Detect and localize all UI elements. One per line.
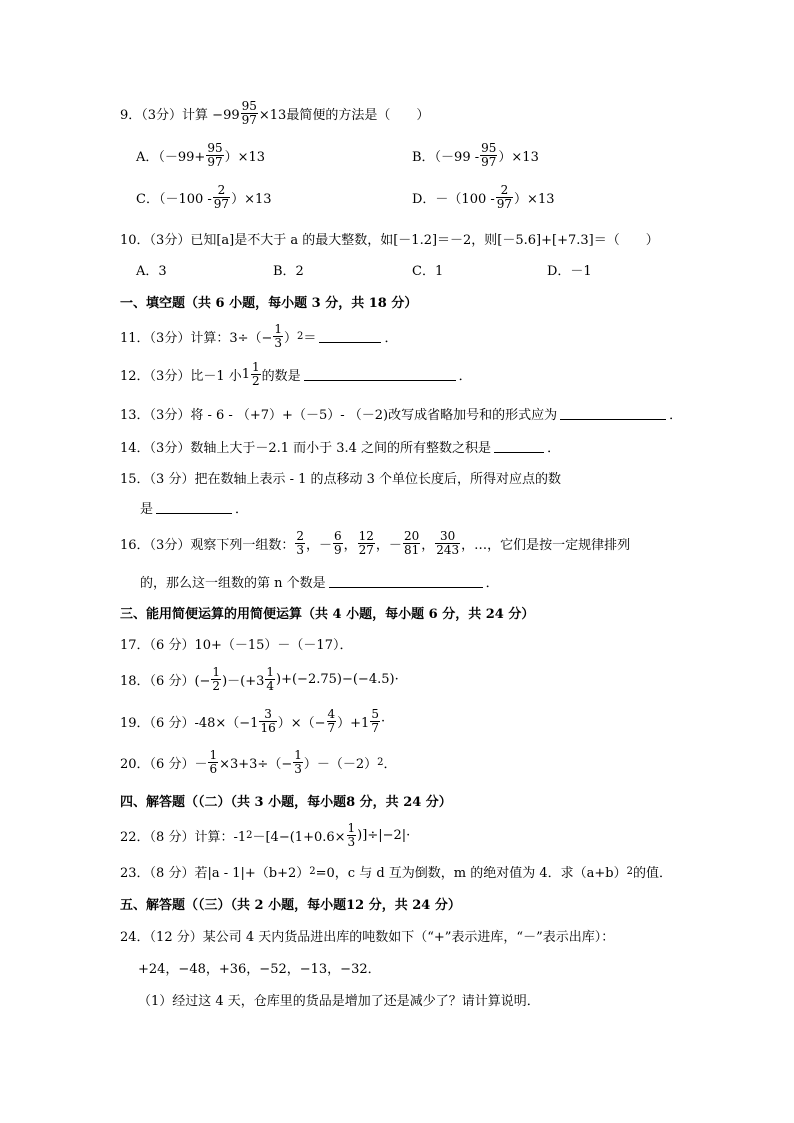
- question-14: [120, 437, 560, 456]
- denominator: 97: [241, 112, 257, 127]
- denominator: 97: [213, 196, 230, 211]
- answer-blank: [329, 575, 483, 588]
- numerator: 1: [294, 748, 302, 762]
- q22-mid: －[4−(1+0.6×: [252, 829, 346, 845]
- question-24-line1: 24．（12 分）某公司 4 天内货品进出库的吨数如下（“+”表示进库，“－”表示出库）：: [120, 930, 615, 945]
- denominator: 97: [481, 154, 497, 169]
- q23-post: 的值．: [633, 866, 673, 881]
- opt-post: ）×13: [231, 191, 272, 207]
- q10-option-c: C．1: [412, 264, 444, 279]
- denominator: 7: [371, 720, 379, 735]
- section-fill-in-title: 一、填空题（共 6 小题，每小题 3 分，共 18 分）: [120, 296, 418, 311]
- numerator: 95: [241, 99, 257, 113]
- q10-option-b: B．2: [273, 264, 304, 279]
- q18-pre: 18．（6 分）(−: [120, 673, 211, 689]
- q9-option-b: [412, 142, 539, 168]
- numerator: 1: [347, 821, 356, 835]
- section-simplified-calc-title: 三、能用简便运算的用简便运算（共 4 小题，每小题 6 分，共 24 分）: [120, 607, 535, 622]
- numerator: 4: [327, 707, 336, 721]
- opt-post: ）×13: [514, 191, 555, 207]
- numerator: 1: [274, 322, 283, 336]
- denominator: 2: [252, 373, 260, 388]
- opt-post: ）×13: [224, 149, 266, 165]
- q16-text-pre: 16．（3分）观察下列一组数：: [120, 537, 295, 553]
- opt-pre: C．（－100 -: [136, 191, 212, 207]
- fraction: [403, 530, 420, 556]
- section-answer-2-title: 四、解答题（（二）（共 3 小题，每小题8 分，共 24 分）: [120, 795, 452, 810]
- q23-pre: 23．（8 分）若|a - 1|+（b+2）: [120, 866, 310, 881]
- fraction: [358, 530, 375, 556]
- q20-mid: ×3+3÷（−: [219, 756, 293, 772]
- numerator: 3: [264, 707, 272, 721]
- opt-pre: B．（－99 -: [412, 149, 480, 165]
- opt-pre: D．－（100 -: [412, 191, 495, 207]
- answer-blank: [319, 330, 381, 343]
- numerator: 2: [217, 183, 226, 197]
- opt-post: ）×13: [498, 149, 539, 165]
- question-10-stem: [120, 229, 659, 248]
- answer-blank: [494, 440, 544, 453]
- equals-sign: ＝: [303, 330, 317, 346]
- numerator: 1: [266, 665, 275, 679]
- numerator: 2: [500, 183, 509, 197]
- fraction: [333, 530, 343, 556]
- denominator: 97: [207, 154, 223, 169]
- numerator: 95: [207, 141, 223, 155]
- q11-text: 11．（3分）计算：: [120, 330, 230, 346]
- fraction: [327, 708, 337, 734]
- q19-mid: ）×（−: [277, 715, 326, 731]
- denominator: 3: [274, 335, 283, 350]
- denominator: 27: [358, 542, 374, 557]
- exponent: 2: [626, 866, 634, 877]
- answer-blank: [560, 407, 666, 420]
- q10-text: 10．（3分）已知[a]是不大于 a 的最大整数，如[－1.2]＝－2，则[－5.6]+[+7.3]＝（ ）: [120, 233, 659, 248]
- question-22: [120, 822, 410, 848]
- fraction: [370, 708, 380, 734]
- q19-pre: 19．（6 分）-48×（−1: [120, 715, 259, 731]
- q9-option-a: [136, 142, 265, 168]
- q12-text-pre: 12．（3分）比－1 小: [120, 368, 242, 384]
- q10-option-a: A．3: [136, 264, 167, 279]
- fraction: [496, 184, 513, 210]
- numerator: 2: [296, 529, 304, 543]
- q12-text-post: 的数是: [261, 368, 301, 384]
- question-9-stem: [120, 100, 429, 126]
- fraction: [211, 666, 221, 692]
- q18-post: )+(−2.75)−(−4.5)·: [276, 671, 399, 687]
- denominator: 3: [294, 761, 302, 776]
- q9-option-d: [412, 184, 554, 210]
- question-16-line1: 16．（3分）观察下列一组数： $\frac{2}{3}$ ，－ $\frac{6}{9}$ ， $\frac{12}{27}$ ，－ $\frac{20}{81}$ ， $\frac{30}{243}$ ，…，它们是按一定规律排列: [120, 529, 631, 557]
- period: ．: [235, 502, 249, 517]
- q11-expr-pre: 3÷（−: [229, 330, 273, 346]
- period: ．: [384, 330, 398, 346]
- exponent: 2: [309, 866, 316, 877]
- q9-text-pre: 9．（3分）计算 −99: [120, 107, 240, 123]
- q18-mid: )－(+3: [222, 673, 265, 689]
- section-answer-3-title: 五、解答题（（三）（共 2 小题，每小题12 分，共 24 分）: [120, 898, 461, 913]
- mixed-integer: 1: [241, 366, 250, 382]
- q15-text2: 是: [140, 502, 154, 517]
- question-12: [120, 361, 472, 387]
- q13-text: 13．（3分）将 - 6 - （+7）+（－5）- （－2)改写成省略加号和的形式应为: [120, 408, 558, 423]
- question-13: [120, 404, 682, 423]
- period: ．: [547, 441, 561, 456]
- numerator: 1: [212, 665, 221, 679]
- fraction: [293, 749, 303, 775]
- numerator: 20: [403, 529, 420, 543]
- fraction: [347, 822, 357, 848]
- denominator: 3: [347, 834, 356, 849]
- denominator: 9: [333, 542, 342, 557]
- q20-post: ）－（－2）: [303, 756, 378, 772]
- q15-text: 15．（3 分）把在数轴上表示 - 1 的点移动 3 个单位长度后，所得对应点的数: [120, 472, 562, 487]
- period: ·: [380, 713, 386, 729]
- question-24-data: +24，−48，+36，−52，−13，−32．: [138, 962, 381, 977]
- answer-blank: [304, 368, 456, 381]
- answer-blank: [156, 501, 232, 514]
- period: ．: [669, 408, 683, 423]
- question-17: 17．（6 分）10+（－15）－（－17）．: [120, 638, 353, 653]
- fraction: [213, 184, 230, 210]
- fraction: [295, 530, 305, 556]
- numerator: 5: [371, 707, 379, 721]
- fraction: [208, 749, 218, 775]
- opt-pre: A．（－99+: [136, 149, 206, 165]
- fraction: [259, 708, 276, 734]
- q9-option-c: [136, 184, 272, 210]
- exponent: 2: [297, 330, 304, 342]
- fraction: [206, 142, 223, 168]
- fraction: [241, 100, 258, 126]
- question-19: [120, 708, 385, 734]
- fraction: [273, 323, 283, 349]
- question-16-line2: [140, 572, 499, 591]
- question-20: [120, 749, 397, 775]
- q11-expr-post: ）: [284, 330, 298, 346]
- numerator: 12: [358, 529, 374, 543]
- q16-text-post: ，…，它们是按一定规律排列: [461, 537, 631, 553]
- q14-text: 14．（3分）数轴上大于－2.1 而小于 3.4 之间的所有整数之积是: [120, 441, 492, 456]
- fraction: [251, 361, 261, 387]
- exponent: 2: [246, 829, 253, 841]
- denominator: 4: [266, 678, 275, 693]
- fraction: [435, 530, 460, 556]
- numerator: 1: [252, 360, 260, 374]
- denominator: 81: [403, 542, 420, 557]
- period: ．: [458, 368, 472, 384]
- question-11: [120, 323, 397, 349]
- q22-pre: 22．（8 分）计算：-1: [120, 829, 247, 845]
- question-23: [120, 862, 672, 881]
- denominator: 97: [496, 196, 513, 211]
- period: ．: [485, 576, 499, 591]
- question-24-part1: （1）经过这 4 天，仓库里的货品是增加了还是减少了？请计算说明．: [138, 994, 540, 1009]
- q23-mid: =0，c 与 d 互为倒数，m 的绝对值为 4．求（a+b）: [315, 866, 627, 881]
- question-18: [120, 666, 399, 692]
- denominator: 7: [327, 720, 336, 735]
- q19-mid2: ）+1: [337, 715, 370, 731]
- numerator: 1: [209, 748, 218, 762]
- denominator: 2: [212, 678, 221, 693]
- denominator: 16: [260, 720, 276, 735]
- q16-text2: 的，那么这一组数的第 n 个数是: [140, 576, 326, 591]
- question-15-line2: [140, 498, 248, 517]
- denominator: 6: [209, 761, 218, 776]
- numerator: 6: [333, 529, 342, 543]
- q22-post: )]÷|−2|·: [357, 827, 411, 843]
- numerator: 30: [440, 529, 456, 543]
- denominator: 3: [296, 542, 304, 557]
- fraction: [265, 666, 275, 692]
- q9-text-post: ×13最简便的方法是（ ）: [258, 107, 430, 123]
- period: ．: [383, 756, 397, 772]
- numerator: 95: [481, 141, 497, 155]
- denominator: 243: [436, 542, 460, 557]
- question-15-line1: [120, 468, 561, 487]
- q20-pre: 20．（6 分）－: [120, 756, 208, 772]
- fraction: [480, 142, 497, 168]
- q10-option-d: D．－1: [547, 264, 592, 279]
- exponent: 2: [377, 756, 384, 768]
